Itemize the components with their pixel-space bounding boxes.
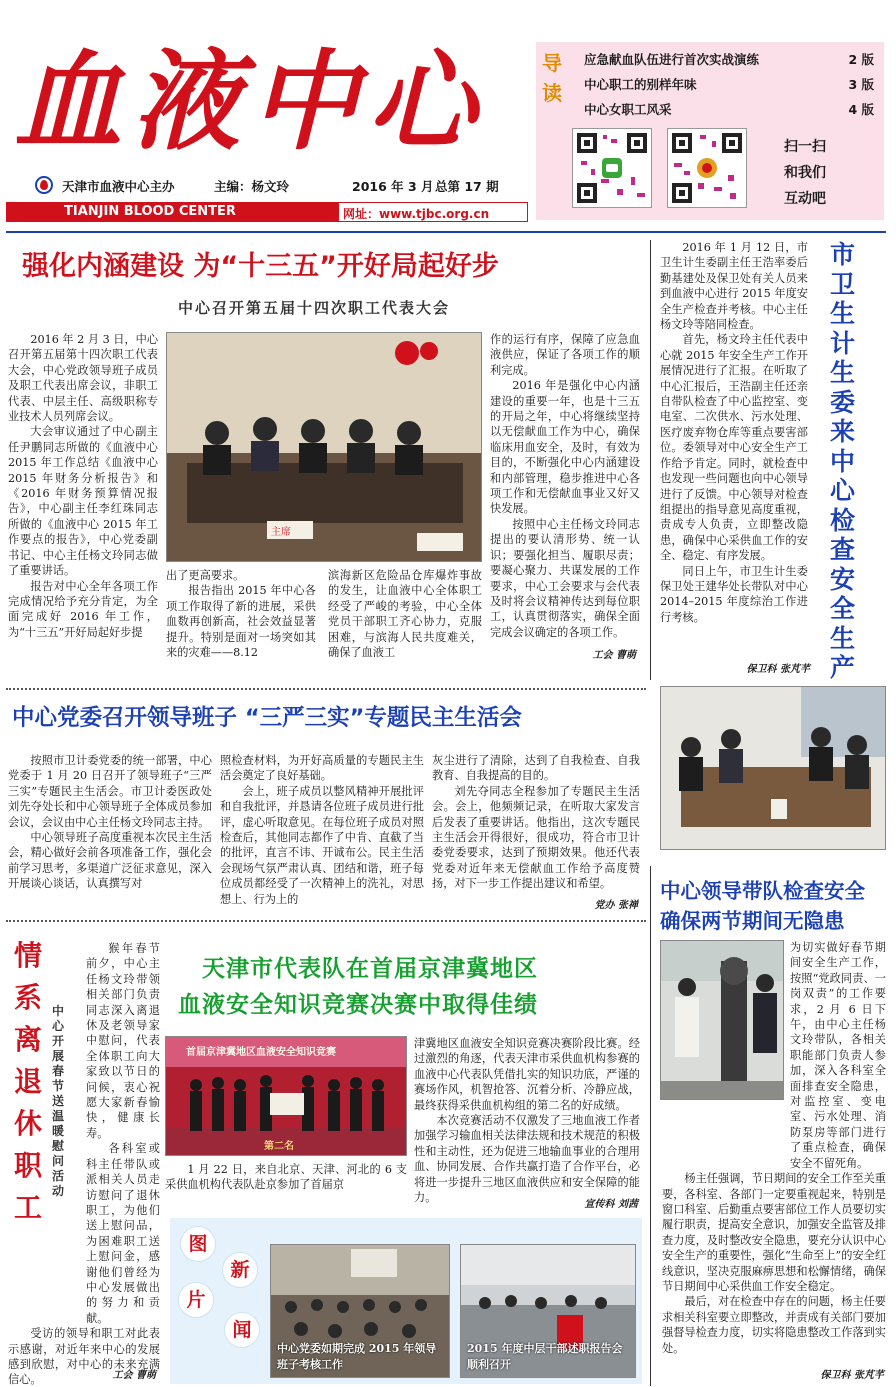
article6-body xyxy=(414,1036,640,1205)
article6-headline: 天津市代表队在首届京津冀地区 xyxy=(202,955,538,982)
photo-news-label-circle xyxy=(222,1252,258,1288)
article5-headline: 情系离退休职工 xyxy=(14,939,43,1224)
inspection-photo xyxy=(660,686,886,850)
masthead-host: 天津市血液中心主办 xyxy=(62,179,175,194)
article1-subhead: 中心召开第五届十四次职工代表大会 xyxy=(178,299,451,317)
guide-item-page: 3 版 xyxy=(848,77,874,92)
qr-code-icon[interactable] xyxy=(572,128,652,208)
scan-text-line: 和我们 xyxy=(784,165,826,181)
guide-item-title: 应急献血队伍进行首次实战演练 xyxy=(584,52,760,67)
org-english: TIANJIN BLOOD CENTER xyxy=(64,204,236,219)
masthead-title: 血液中心 xyxy=(14,39,487,165)
masthead-editor: 主编：杨文玲 xyxy=(214,179,290,194)
article4-headline: 确保两节期间无隐患 xyxy=(660,909,845,933)
scan-text-line: 扫一扫 xyxy=(784,139,826,155)
column-separator xyxy=(650,240,651,680)
divider xyxy=(6,688,646,690)
paragraph: 照检查材料，为开好高质量的专题民主生活会奠定了良好基础。 xyxy=(220,754,424,783)
article1-headline: 强化内涵建设 为“十三五”开好局起好步 xyxy=(22,251,499,282)
article1-col3 xyxy=(328,568,482,660)
guide-item-page: 2 版 xyxy=(848,52,874,67)
article1-col2 xyxy=(166,568,316,660)
guide-item-page: 4 版 xyxy=(848,102,874,117)
photo-news-image xyxy=(460,1244,636,1378)
paragraph: 报告指出 2015 年中心各项工作取得了新的进展，采供血数再创新高，社会效益显著提升。特别是面对一场突如其来的灾难——8.12 xyxy=(166,584,316,660)
article4-headline: 中心领导带队检查安全 xyxy=(660,879,865,903)
paragraph: 同日上午，市卫生计生委保卫处王建华处长带队对中心 2014–2015 年度综治工作进行考核。 xyxy=(660,564,808,624)
photo-news-label: 图 xyxy=(188,1233,208,1255)
paragraph: 大会审议通过了中心副主任尹鹏同志所做的《血液中心 2015 年工作总结《血液中心 2015 年财务分析报告》和《2016 年财务预算情况报告》，中心副主任李红珠同志所做的《血液中心 2015 年工作要点的报告》，中心党委副书记、中心主任杨文玲同志做了重要讲话。 xyxy=(8,425,158,578)
article4-signature: 保卫科 张芃芊 xyxy=(820,1370,884,1381)
issue-number: 总第 17 期 xyxy=(435,179,499,194)
photo-nameplate: 主席 xyxy=(271,527,291,538)
divider xyxy=(6,920,646,922)
paragraph: 为切实做好春节期间安全生产工作，按照“党政同责、一岗双责”的工作要求，2 月 6 日下午，由中心主任杨文玲带队，各相关职能部门负责人参加，深入各科室全面排查安全隐患，对监控室、变电室、污水处理、消防泵房等部门进行了重点检查，确保安全不留死角。 xyxy=(790,941,886,1170)
guide-item-title: 中心职工的别样年味 xyxy=(584,77,697,92)
paragraph: 2016 年 2 月 3 日，中心召开第五届第十四次职工代表大会，中心党政领导班子成员及职工代表出席会议，非职工代表、中层主任、高级职称专业技术人员列席会议。 xyxy=(8,333,159,424)
competition-photo xyxy=(165,1036,407,1156)
photo-news-label-circle xyxy=(180,1226,216,1262)
paragraph: 猴年春节前夕，中心主任杨文玲带领相关部门负责同志深入离退休及老领导家中慰问，代表全体职工向大家致以节日的问候，衷心祝愿大家新春愉快，健康长寿。 xyxy=(86,942,160,1140)
article3-signature: 党办 张禅 xyxy=(594,900,638,911)
article5-body xyxy=(8,941,160,1387)
paragraph: 会上，班子成员以整风精神开展批评和自我批评，并恳请各位班子成员进行批评，虚心听取意见。在每位班子成员对照检查后，其他同志都作了中肯、直截了当的批评，直言不讳、开诚布公。民主生活会现场气氛严肃认真、团结和谐，班子每位成员都经受了一次精神上的洗礼，对思想上、行为上的 xyxy=(220,784,424,906)
article6-signature: 宣传科 刘茜 xyxy=(584,1199,638,1210)
meeting-photo xyxy=(166,332,482,562)
guide-box xyxy=(536,42,884,220)
photo-news-label: 片 xyxy=(186,1289,206,1311)
guide-label: 导读 xyxy=(542,51,562,105)
article3-col3 xyxy=(432,753,640,892)
article2-body xyxy=(660,240,808,625)
paragraph: 按照市卫计委党委的统一部署，中心党委于 1 月 20 日召开了领导班子“三严三实”专题民主生活会。市卫计委医政处刘先夺处长和中心领导班子全体成员参加会议，会议由中心主任杨文玲同志主持。 xyxy=(8,754,212,829)
scan-text-line: 互动吧 xyxy=(784,191,826,207)
masthead xyxy=(0,0,535,232)
article5-subhead: 中心开展春节送温暖慰问活动 xyxy=(52,1004,65,1198)
paragraph: 出了更高要求。 xyxy=(166,569,245,582)
qr-code-icon[interactable] xyxy=(667,128,747,208)
paragraph: 杨主任强调，节日期间的安全工作至关重要，各科室、各部门一定要重视起来，特别是窗口科室、后勤重点要害部位工作人员要切实履行职责，提高安全意识，加强安全监管及排查力度，及时整改安全隐患，要充分认识中心安全生产的重要性，强化“生命至上”的安全红线意识，坚决克服麻痹思想和松懈情绪，确保节日期间中心采供血工作安全稳定。 xyxy=(662,1172,887,1293)
award-label: 第二名 xyxy=(264,1141,294,1152)
photo-news-caption: 中心党委如期完成 2015 年领导班子考核工作 xyxy=(277,1342,437,1371)
divider xyxy=(6,231,886,233)
paragraph: 中心领导班子高度重视本次民主生活会，精心做好会前各项准备工作，强化会前学习思考，多渠道广泛征求意见，深入开展谈心谈话，认真撰写对 xyxy=(8,831,212,891)
inspection-photo-illustration xyxy=(661,687,886,850)
website[interactable]: 网址：www.tjbc.org.cn xyxy=(343,207,490,221)
paragraph: 2016 年是强化中心内涵建设的重要一年，也是十三五的开局之年，中心将继续坚持以无偿献血工作为中心，确保临床用血安全，及时，有效为目的，不断强化中心内涵建设和内部管理，稳步推进中心各项工作和无偿献血事业又好又快发展。 xyxy=(490,379,640,516)
photo-news-label: 闻 xyxy=(232,1319,252,1341)
paragraph: 2016 年 1 月 12 日，市卫生计生委副主任王浩率委后勤基建处及保卫处有关人员来到血液中心进行 2015 年度安全生产检查并考核。中心主任杨文玲等陪同检查。 xyxy=(660,241,808,332)
paragraph: 最后，对在检查中存在的问题，杨主任要求相关科室要立即整改，并责成有关部门要加强督导检查力度，切实将隐患整改工作落到实处。 xyxy=(662,1295,886,1355)
paragraph: 作的运行有序，保障了应急血液供应，保证了各项工作的顺利完成。 xyxy=(490,333,640,377)
paragraph: 按照中心主任杨文玲同志提出的要认清形势、统一认识；要强化担当、履职尽责；要凝心聚力、共谋发展的工作要求，中心工会要求与会代表及时将会议精神传达到每位职工，认真贯彻落实，确保全面完成会议确定的各项工作。 xyxy=(490,517,640,639)
paragraph: 受访的领导和职工对此表示感谢，对近年来中心的发展感到欣慰，对中心的未来充满信心。 xyxy=(8,1327,160,1387)
photo-news-image xyxy=(270,1244,450,1378)
meeting-photo-illustration xyxy=(167,333,482,562)
paragraph: 各科室或科主任带队或派相关人员走访慰问了退休职工，为他们送上慰问品，为困难职工送上慰问金，感谢他们曾经为中心发展做出的努力和贡献。 xyxy=(86,1142,160,1325)
article6-headline: 血液安全知识竞赛决赛中取得佳绩 xyxy=(178,991,538,1018)
article1-col4 xyxy=(490,332,640,640)
blood-drop-logo xyxy=(35,176,53,194)
photo-news-box xyxy=(170,1218,642,1384)
photo-news-label-circle xyxy=(178,1282,214,1318)
guide-item-title: 中心女职工风采 xyxy=(584,102,672,117)
guide-item[interactable] xyxy=(584,50,874,70)
photo-news-label: 新 xyxy=(230,1259,250,1281)
paragraph: 滨海新区危险品仓库爆炸事故的发生，让血液中心全体职工经受了严峻的考验，中心全体党员干部职工齐心协力，克服困难，与滨海人民共度难关，确保了血液工 xyxy=(328,569,482,660)
article3-headline: 中心党委召开领导班子 “三严三实”专题民主生活会 xyxy=(12,705,522,731)
photo-news-label-circle xyxy=(224,1312,260,1348)
guide-item[interactable] xyxy=(584,75,874,95)
article5-signature: 工会 曹萌 xyxy=(112,1370,156,1381)
article2-headline: 市卫生计生委来中心检查安全生产 xyxy=(830,240,856,682)
guide-item[interactable] xyxy=(584,100,874,120)
issue-date: 2016 年 3 月 xyxy=(352,179,434,194)
article1-signature: 工会 曹萌 xyxy=(592,650,636,661)
article1-col1 xyxy=(8,332,158,640)
article2-signature: 保卫科 张芃芊 xyxy=(746,664,810,675)
article4-body xyxy=(662,940,886,1356)
paragraph: 津冀地区血液安全知识竞赛决赛阶段比赛。经过激烈的角逐，代表天津市采供血机构参赛的血液中心代表队凭借扎实的知识功底，严谨的赛场作风，机智抢答、沉着分析、冷静应战，最终获得采供血机构组的第二名的好成绩。 xyxy=(414,1037,640,1112)
article6-caption: 1 月 22 日，来自北京、天津、河北的 6 支采供血机构代表队赴京参加了首届京 xyxy=(165,1163,407,1192)
article3-col2 xyxy=(220,753,424,907)
article3-col1 xyxy=(8,753,212,892)
paragraph: 灰尘进行了清除，达到了自我检查、自我教育、自我提高的目的。 xyxy=(432,754,640,783)
photo-news-caption: 2015 年度中层干部述职报告会顺利召开 xyxy=(467,1342,623,1371)
competition-banner: 首届京津冀地区血液安全知识竞赛 xyxy=(186,1047,336,1058)
column-separator xyxy=(650,866,651,1386)
paragraph: 刘先夺同志全程参加了专题民主生活会。会上，他频频记录，在听取大家发言后发表了重要讲话。他指出，这次专题民主生活会开得很好，很成功，符合市卫计委党委要求，达到了预期效果。他还代表党委对近年来无偿献血工作给予高度赞扬，对下一步工作提出建议和希望。 xyxy=(432,784,640,891)
paragraph: 本次竞赛活动不仅激发了三地血液工作者加强学习输血相关法律法规和技术规范的积极性和主动性，还为促进三地输血事业的合理用血、协同发展、合作共赢打造了合作平台，必将进一步提升三地区血液供应和安全保障的能力。 xyxy=(414,1114,640,1205)
paragraph: 首先，杨文玲主任代表中心就 2015 年安全生产工作开展情况进行了汇报。在听取了中心汇报后，王浩副主任还亲自带队检查了中心监控室、变电室、二次供水、污水处理、医疗废弃物仓库等重点要害部位。委领导对中心安全生产工作给予肯定。同时，就检查中也发现一些问题也向中心领导进行了反馈。中心领导对检查组提出的指导意见高度重视，责成专人负责，立即整改隐患，确保中心采供血工作的安全、稳定、有序发展。 xyxy=(660,333,808,563)
paragraph: 报告对中心全年各项工作完成情况给予充分肯定，为全面完成好 2016 年工作，为“十三五”开好局起好步提 xyxy=(8,579,158,639)
